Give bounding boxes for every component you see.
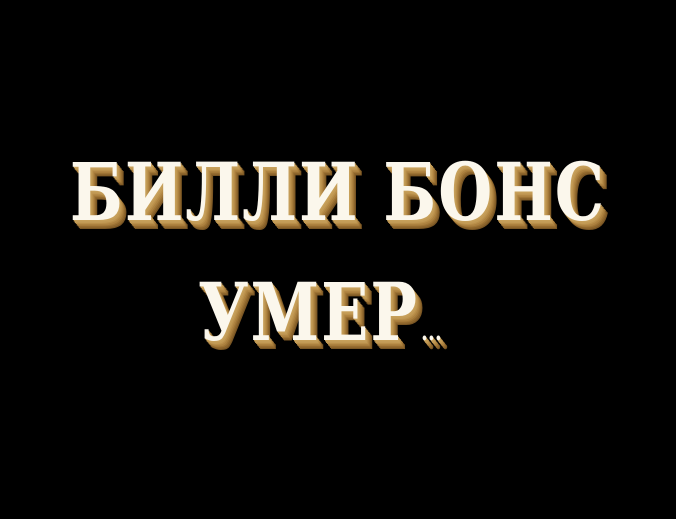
- title-line-2-text: УМЕР: [198, 266, 419, 360]
- title-line-1: БИЛЛИ БОНС: [69, 146, 607, 240]
- title-ellipsis: ...: [420, 315, 442, 347]
- title-line-2: [0, 266, 658, 359]
